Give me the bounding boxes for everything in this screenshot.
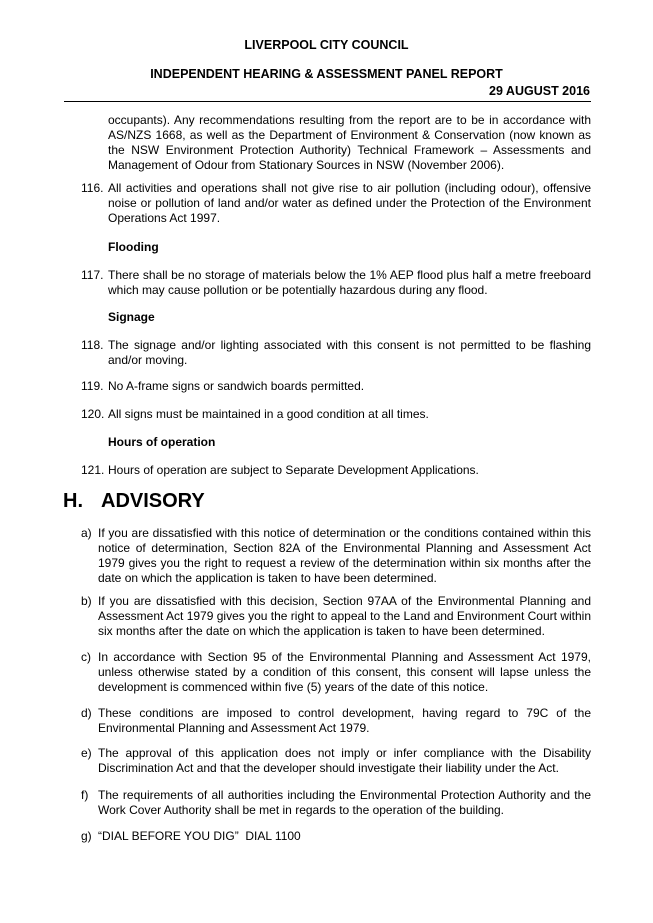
advisory-text: In accordance with Section 95 of the Environmental Planning and Assessment Act 1979, unless otherwise stated by a condition of this consent, this consent will lapse unless the development is commenced within five (5) years of the date of this notice. <box>98 650 591 694</box>
condition-text: Hours of operation are subject to Separate Development Applications. <box>108 463 479 477</box>
advisory-label: e) <box>81 746 92 760</box>
condition-text: No A-frame signs or sandwich boards permitted. <box>108 379 365 393</box>
condition-text: The signage and/or lighting associated with this consent is not permitted to be flashing and/or moving. <box>108 338 591 367</box>
section-title: ADVISORY <box>101 490 205 512</box>
subheading-hours-of-operation: Hours of operation <box>108 435 216 449</box>
subheading-signage: Signage <box>108 310 155 324</box>
section-heading-advisory <box>63 489 205 513</box>
advisory-text: “DIAL BEFORE YOU DIG” DIAL 1100 <box>98 829 301 843</box>
advisory-text: If you are dissatisfied with this notice of determination or the conditions contained within this notice of determination, Section 82A of the Environmental Planning and Assessment Act 1979 gives you the right to request a review of the determination within six months after the date on which the application is taken to have been determined. <box>98 526 591 585</box>
condition-text: There shall be no storage of materials below the 1% AEP flood plus half a metre freeboard which may cause pollution or be potentially hazardous during any flood. <box>108 268 591 297</box>
header-divider <box>64 101 591 102</box>
advisory-label: g) <box>81 829 92 843</box>
advisory-text: If you are dissatisfied with this decision, Section 97AA of the Environmental Planning and Assessment Act 1979 gives you the right to appeal to the Land and Environment Court within six months after the date on which the application is taken to have been determined. <box>98 594 591 638</box>
header-report-title: INDEPENDENT HEARING & ASSESSMENT PANEL REPORT <box>150 67 503 81</box>
advisory-label: b) <box>81 594 92 608</box>
condition-number: 117. <box>81 268 104 282</box>
header-organisation: LIVERPOOL CITY COUNCIL <box>244 38 409 52</box>
advisory-text: These conditions are imposed to control development, having regard to 79C of the Environmental Planning and Assessment Act 1979. <box>98 706 591 735</box>
advisory-label: c) <box>81 650 91 664</box>
subheading-flooding: Flooding <box>108 240 159 254</box>
condition-text: All signs must be maintained in a good condition at all times. <box>108 407 429 421</box>
header-date: 29 AUGUST 2016 <box>489 84 590 98</box>
condition-number: 118. <box>81 338 104 352</box>
condition-continuation-text: occupants). Any recommendations resulting from the report are to be in accordance with AS/NZS 1668, as well as the Department of Environment & Conservation (now known as the NSW Environment Protection Authority) Technical Framework – Assessments and Management of Odour from Stationary Sources in NSW (November 2006). <box>108 113 591 172</box>
advisory-text: The approval of this application does not imply or infer compliance with the Disability Discrimination Act and that the developer should investigate their liability under the Act. <box>98 746 591 775</box>
condition-number: 120. <box>81 407 105 421</box>
advisory-label: a) <box>81 526 92 540</box>
advisory-label: f) <box>81 788 89 802</box>
advisory-label: d) <box>81 706 92 720</box>
section-letter: H. <box>63 490 83 512</box>
condition-number: 116. <box>81 181 104 195</box>
condition-number: 121. <box>81 463 105 477</box>
advisory-text: The requirements of all authorities including the Environmental Protection Authority and the Work Cover Authority shall be met in regards to the operation of the building. <box>98 788 591 817</box>
condition-text: All activities and operations shall not give rise to air pollution (including odour), offensive noise or pollution of land and/or water as defined under the Protection of the Environment Operations Act 1997. <box>108 181 591 225</box>
condition-number: 119. <box>81 379 104 393</box>
